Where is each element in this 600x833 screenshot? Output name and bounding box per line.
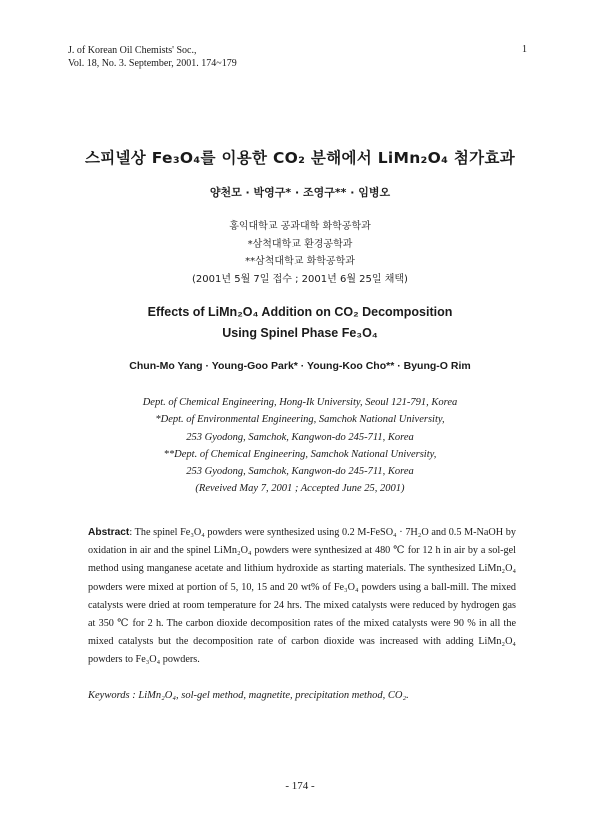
- english-affiliations: [0, 394, 600, 498]
- korean-title: 스피넬상 Fe₃O₄를 이용한 CO₂ 분해에서 LiMn₂O₄ 첨가효과: [84, 149, 516, 167]
- page-number: 1: [522, 44, 527, 55]
- english-affiliation-5: 253 Gyodong, Samchok, Kangwon-do 245-711, Korea: [186, 466, 414, 478]
- english-affiliation-4: **Dept. of Chemical Engineering, Samchok National University,: [163, 448, 437, 460]
- korean-affiliation-3: **삼척대학교 화학공학과: [245, 256, 355, 267]
- english-authors: Chun-Mo Yang · Young-Goo Park* · Young-Koo Cho** · Byung-O Rim: [129, 360, 471, 372]
- korean-received-date: (2001년 5월 7일 접수 ; 2001년 6월 25일 채택): [192, 273, 408, 285]
- journal-citation: [68, 44, 237, 70]
- english-affiliation-1: Dept. of Chemical Engineering, Hong-Ik University, Seoul 121-791, Korea: [142, 397, 458, 408]
- journal-line-2: Vol. 18, No. 3. September, 2001. 174~179: [68, 58, 237, 69]
- korean-affiliation-1: 홍익대학교 공과대학 화학공학과: [229, 221, 371, 232]
- korean-affiliation-2: *삼척대학교 환경공학과: [247, 238, 353, 250]
- korean-authors: 양천모 · 박영구* · 조영구** · 임병오: [209, 186, 391, 199]
- english-title-line-1: Effects of LiMn₂O₄ Addition on CO₂ Decomposition: [147, 305, 453, 319]
- abstract: [88, 524, 516, 670]
- abstract-label: Abstract: [88, 527, 130, 538]
- english-affiliation-2: *Dept. of Environmental Engineering, Samchok National University,: [155, 414, 445, 426]
- footer-page-number: - 174 -: [285, 780, 315, 792]
- english-title-line-2: Using Spinel Phase Fe₃O₄: [222, 326, 378, 340]
- english-title: [0, 302, 600, 344]
- english-affiliation-3: 253 Gyodong, Samchok, Kangwon-do 245-711, Korea: [186, 431, 414, 443]
- english-received-date: (Reveived May 7, 2001 ; Accepted June 25, 2001): [195, 483, 405, 495]
- abstract-text: : The spinel Fe₃O₄ powders were synthesized using 0.2 M-FeSO₄ · 7H₂O and 0.5 M-NaOH by oxidation in air and the spinel LiMn₂O₄ powders were synthesized at 480 ℃ for 12 h in air by a sol-gel method using manganese acetate and lithium hydroxide as starting materials. The synthesized LiMn₂O₄ powders were mixed at portion of 5, 10, 15 and 20 wt% of Fe₃O₄ powders using a ball-mill. The mixed catalysts were dried at room temperature for 24 hrs. The mixed catalysts were reduced by hydrogen gas at 350 ℃ for 2 h. The carbon dioxide decomposition rates of the mixed catalysts were 90 % in all the mixed catalysts but the decomposition rate of carbon dioxide was increased with adding LiMn₂O₄ powders to Fe₃O₄ powders.: [88, 527, 516, 666]
- korean-affiliations: [0, 218, 600, 288]
- journal-line-1: J. of Korean Oil Chemists' Soc.,: [68, 45, 197, 56]
- keywords: Keywords : LiMn₂O₄, sol-gel method, magnetite, precipitation method, CO₂.: [88, 690, 409, 701]
